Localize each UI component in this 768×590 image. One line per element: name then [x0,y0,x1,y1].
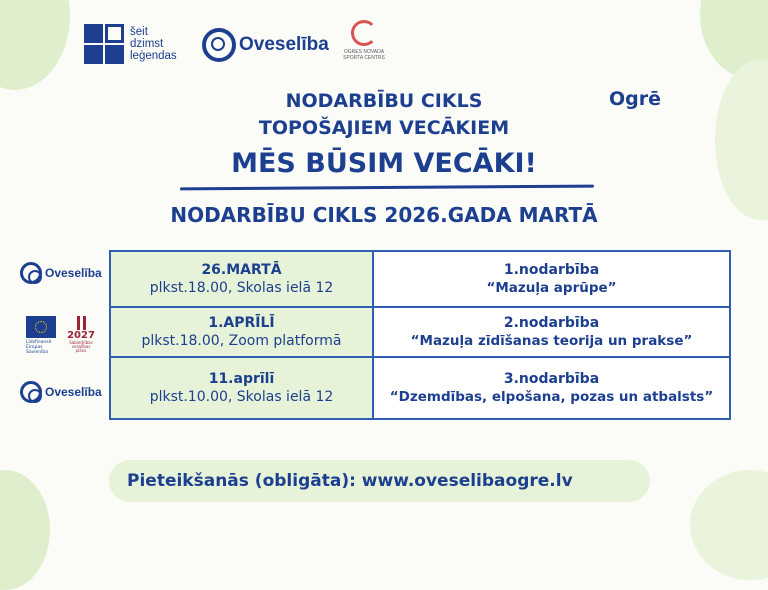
session-name: “Dzemdības, elpošana, pozas un atbalsts” [389,389,714,405]
schedule-activity-cell [373,357,730,419]
oveseliba-side-text: Oveselība [45,266,102,280]
schedule-activity-cell [373,251,730,307]
oveseliba-side-text: Oveselība [45,385,102,399]
session-details: plkst.18.00, Skolas ielā 12 [149,280,334,296]
schedule-table [109,250,731,420]
title-line-2: TOPOŠAJIEM VECĀKIEM [258,117,510,139]
title-line-1: NODARBĪBU CIKLS [285,90,483,112]
session-number: 2.nodarbība [503,315,600,331]
background-blob-top-left [0,0,70,90]
session-date: 1.APRĪLĪ [208,315,275,331]
oveseliba-header-logo [202,28,329,62]
background-blob-right [715,60,768,220]
schedule-date-cell [110,307,373,357]
session-date: 26.MARTĀ [201,262,282,278]
session-details: plkst.18.00, Zoom platformā [141,333,342,349]
subtitle: NODARBĪBU CIKLS 2026.GADA MARTĀ [170,203,598,227]
schedule-date-cell [110,251,373,307]
plan-text: Sabiedrības veselības plāns [69,340,93,353]
ogre-logo-line: leģendas [130,50,177,62]
oveseliba-ring-icon [202,28,236,62]
oveseliba-side-logo-top [20,262,102,284]
ogre-logo-line: dzimst [130,38,164,50]
main-title: MĒS BŪSIM VECĀKI! [231,148,537,179]
oveseliba-side-logo-bottom [20,381,102,403]
schedule-activity-cell [373,307,730,357]
latvia-bars-icon [66,316,96,330]
session-number: 1.nodarbība [503,262,600,278]
ogre-logo [84,24,177,64]
session-name: “Mazuļa aprūpe” [486,280,617,296]
eu-funding-logos [26,316,96,355]
public-health-plan-logo [66,316,96,353]
session-date: 11.aprīlī [208,371,275,387]
schedule-date-cell [110,357,373,419]
oveseliba-header-text: Oveselība [239,34,329,55]
sports-centre-line: SPORTA CENTRS [343,55,385,61]
oveseliba-ring-icon [20,381,42,403]
sports-centre-line: OGRES NOVADA [343,49,385,55]
background-blob-bottom-left [0,470,50,590]
sports-centre-logo [334,20,394,61]
ogre-logo-line: šeit [130,26,148,38]
title-underline [180,185,594,191]
signup-banner: Pieteikšanās (obligāta): www.oveselibaogre.lv [109,460,650,502]
oveseliba-ring-icon [20,262,42,284]
eu-flag-icon [26,316,56,338]
sports-centre-ring-icon [351,20,377,46]
eu-cofunded-text: Līdzfinansē Eiropas Savienība [26,340,52,355]
session-number: 3.nodarbība [503,371,600,387]
background-blob-bottom-right [690,470,768,580]
ogre-mark-icon [84,24,124,64]
session-name: “Mazuļa zīdīšanas teorija un prakse” [410,333,693,349]
ogre-word-logo: Ogrē [609,88,662,110]
session-details: plkst.10.00, Skolas ielā 12 [149,389,334,405]
plan-year: 2027 [67,330,95,341]
